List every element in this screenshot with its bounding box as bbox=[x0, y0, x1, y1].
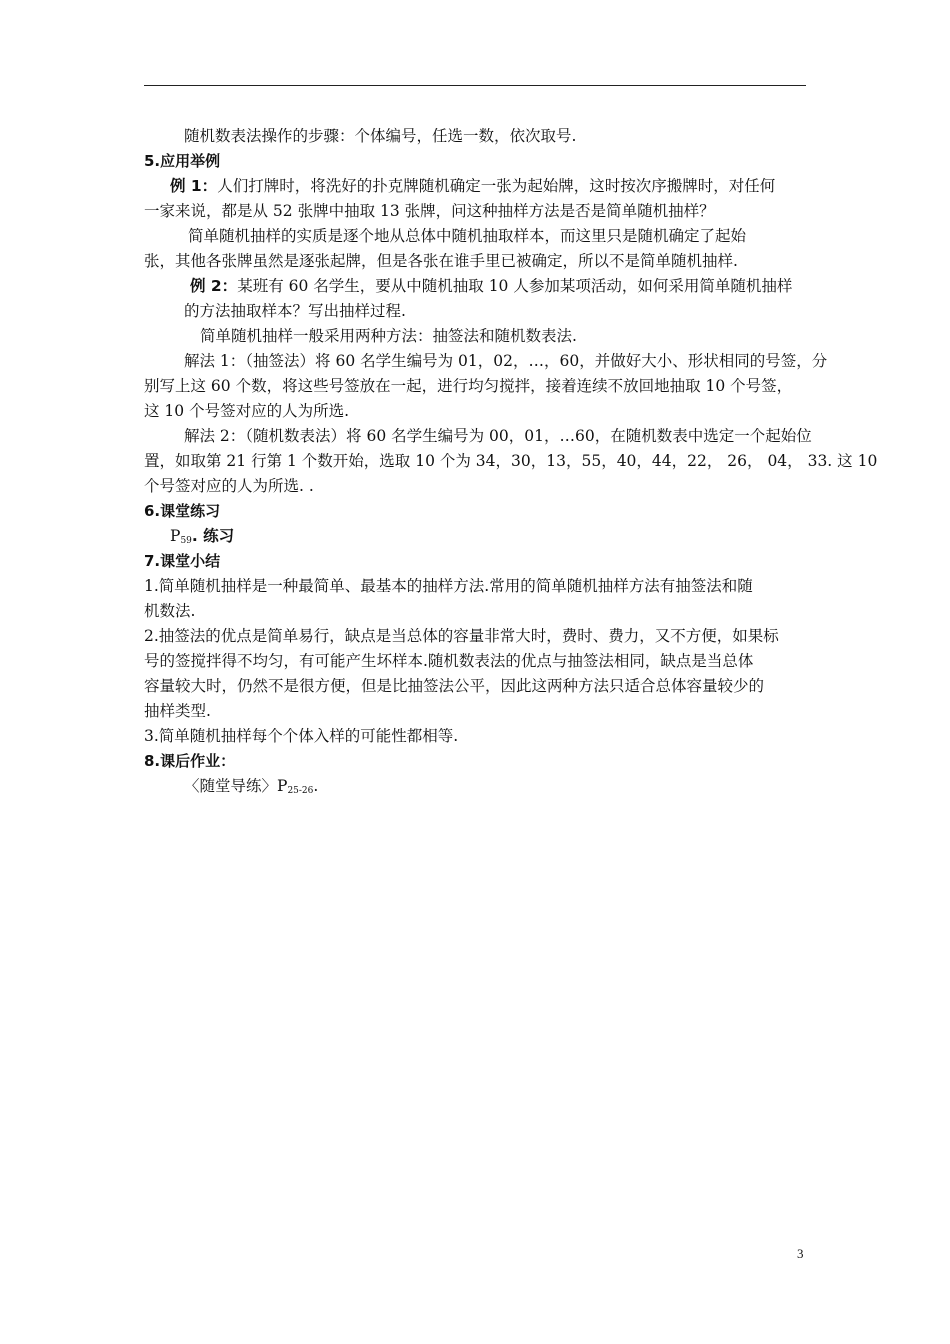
solution-2-line-3: 个号签对应的人为所选. . bbox=[144, 477, 314, 495]
example-1-line-1 bbox=[144, 174, 808, 199]
example-1-text: 人们打牌时，将洗好的扑克牌随机确定一张为起始牌，这时按次序搬牌时，对任何 bbox=[217, 177, 776, 195]
step-line: 随机数表法操作的步骤：个体编号，任选一数，依次取号. bbox=[184, 127, 577, 145]
header-rule bbox=[144, 85, 806, 86]
homework-book: 〈随堂导练〉P bbox=[184, 777, 288, 795]
example-2-text: 某班有 60 名学生，要从中随机抽取 10 人参加某项活动，如何采用简单随机抽样 bbox=[237, 277, 793, 295]
example-2-line-2: 的方法抽取样本？写出抽样过程. bbox=[184, 302, 406, 320]
page-number: 3 bbox=[797, 1246, 804, 1261]
heading-homework: 8.课后作业： bbox=[144, 752, 236, 770]
summary-3: 3.简单随机抽样每个个体入样的可能性都相等. bbox=[144, 727, 459, 745]
solution-2-line-1: 解法 2：（随机数表法）将 60 名学生编号为 00，01，…60，在随机数表中选定一个起始位 bbox=[184, 427, 812, 445]
example-2-methods: 简单随机抽样一般采用两种方法：抽签法和随机数表法. bbox=[200, 327, 577, 345]
summary-1-line-2: 机数法. bbox=[144, 602, 196, 620]
example-2-line-1 bbox=[144, 274, 808, 299]
example-2-label: 例 2： bbox=[190, 277, 238, 295]
heading-class-summary: 7.课堂小结 bbox=[144, 552, 221, 570]
summary-1-line-1: 1.简单随机抽样是一种最简单、最基本的抽样方法.常用的简单随机抽样方法有抽签法和随 bbox=[144, 577, 753, 595]
practice-page-number: 59 bbox=[180, 536, 192, 546]
practice-page-letter: P bbox=[170, 527, 181, 545]
solution-1-line-2: 别写上这 60 个数，将这些号签放在一起，进行均匀搅拌，接着连续不放回地抽取 10 个号签， bbox=[144, 377, 793, 395]
practice-reference bbox=[144, 524, 808, 549]
practice-label: . 练习 bbox=[191, 527, 235, 545]
solution-1-line-1: 解法 1：（抽签法）将 60 名学生编号为 01，02，…，60，并做好大小、形状相同的号签，分 bbox=[184, 352, 828, 370]
homework-reference bbox=[144, 774, 808, 799]
solution-2-line-2: 置，如取第 21 行第 1 个数开始，选取 10 个为 34，30，13，55，40，44，22， 26， 04， 33. 这 10 bbox=[144, 452, 878, 470]
example-1-answer-line-2: 张，其他各张牌虽然是逐张起牌，但是各张在谁手里已被确定，所以不是简单随机抽样. bbox=[144, 252, 738, 270]
homework-end: . bbox=[313, 777, 319, 795]
heading-class-practice: 6.课堂练习 bbox=[144, 502, 221, 520]
summary-2-line-4: 抽样类型. bbox=[144, 702, 211, 720]
solution-1-line-3: 这 10 个号签对应的人为所选. bbox=[144, 402, 350, 420]
example-1-line-2: 一家来说，都是从 52 张牌中抽取 13 张牌，问这种抽样方法是否是简单随机抽样？ bbox=[144, 202, 715, 220]
summary-2-line-1: 2.抽签法的优点是简单易行，缺点是当总体的容量非常大时，费时、费力，又不方便，如果标 bbox=[144, 627, 779, 645]
example-1-label: 例 1： bbox=[170, 177, 218, 195]
homework-pages: 25-26 bbox=[287, 786, 314, 796]
document-body bbox=[144, 124, 878, 799]
summary-2-line-3: 容量较大时，仍然不是很方便，但是比抽签法公平，因此这两种方法只适合总体容量较少的 bbox=[144, 677, 765, 695]
example-1-answer-line-1: 简单随机抽样的实质是逐个地从总体中随机抽取样本，而这里只是随机确定了起始 bbox=[188, 227, 747, 245]
heading-application-examples: 5.应用举例 bbox=[144, 152, 221, 170]
summary-2-line-2: 号的签搅拌得不均匀，有可能产生坏样本.随机数表法的优点与抽签法相同，缺点是当总体 bbox=[144, 652, 754, 670]
